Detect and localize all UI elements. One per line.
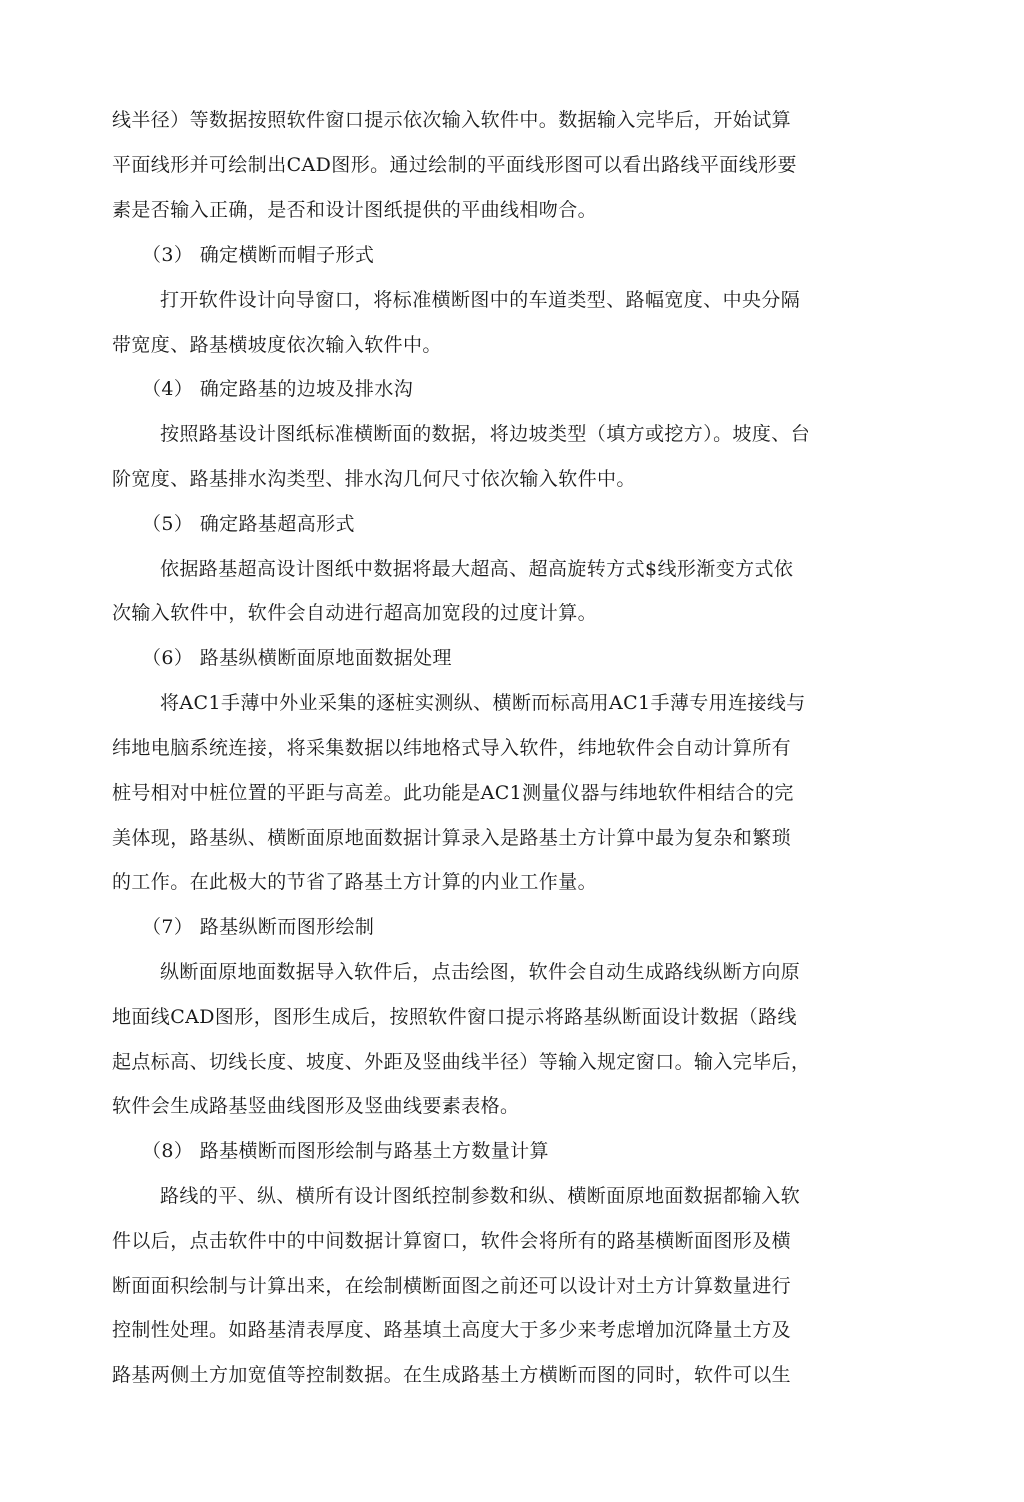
- section-heading: （4） 确定路基的边坡及排水沟: [142, 378, 414, 400]
- paragraph-line: 线半径）等数据按照软件窗口提示依次输入软件中。数据输入完毕后，开始试算: [112, 109, 792, 131]
- section-heading: （5） 确定路基超高形式: [142, 513, 355, 535]
- paragraph-line: 带宽度、路基横坡度依次输入软件中。: [112, 334, 442, 356]
- paragraph-line: 次输入软件中，软件会自动进行超高加宽段的过度计算。: [112, 602, 598, 624]
- paragraph-line: 阶宽度、路基排水沟类型、排水沟几何尺寸依次输入软件中。: [112, 468, 636, 490]
- paragraph-line: 控制性处理。如路基清表厚度、路基填土高度大于多少来考虑增加沉降量土方及: [112, 1319, 792, 1341]
- paragraph-line: 地面线CAD图形，图形生成后，按照软件窗口提示将路基纵断面设计数据（路线: [112, 1006, 797, 1028]
- paragraph-line: 纵断面原地面数据导入软件后，点击绘图，软件会自动生成路线纵断方向原: [160, 961, 801, 983]
- paragraph-line: 将AC1手薄中外业采集的逐桩实测纵、横断而标高用AC1手薄专用连接线与: [160, 692, 806, 714]
- paragraph-line: 美体现，路基纵、横断面原地面数据计算录入是路基土方计算中最为复杂和繁琐: [112, 827, 792, 849]
- section-heading: （3） 确定横断而帽子形式: [142, 244, 375, 266]
- section-heading: （6） 路基纵横断面原地面数据处理: [142, 647, 452, 669]
- section-heading: （8） 路基横断而图形绘制与路基土方数量计算: [142, 1140, 549, 1162]
- paragraph-line: 件以后，点击软件中的中间数据计算窗口，软件会将所有的路基横断面图形及横: [112, 1230, 792, 1252]
- paragraph-line: 路基两侧土方加宽值等控制数据。在生成路基土方横断而图的同时，软件可以生: [112, 1364, 792, 1386]
- paragraph-line: 断面面积绘制与计算出来，在绘制横断面图之前还可以设计对土方计算数量进行: [112, 1275, 792, 1297]
- paragraph-line: 桩号相对中桩位置的平距与高差。此功能是AC1测量仪器与纬地软件相结合的完: [112, 782, 794, 804]
- paragraph-line: 软件会生成路基竖曲线图形及竖曲线要素表格。: [112, 1095, 520, 1117]
- paragraph-line: 平面线形并可绘制出CAD图形。通过绘制的平面线形图可以看出路线平面线形要: [112, 154, 797, 176]
- paragraph-line: 纬地电脑系统连接，将采集数据以纬地格式导入软件，纬地软件会自动计算所有: [112, 737, 792, 759]
- paragraph-line: 起点标高、切线长度、坡度、外距及竖曲线半径）等输入规定窗口。输入完毕后，: [112, 1051, 811, 1073]
- section-heading: （7） 路基纵断而图形绘制: [142, 916, 375, 938]
- paragraph-line: 的工作。在此极大的节省了路基土方计算的内业工作量。: [112, 871, 598, 893]
- paragraph-line: 按照路基设计图纸标准横断面的数据，将边坡类型（填方或挖方）。坡度、台: [160, 423, 811, 445]
- paragraph-line: 素是否输入正确，是否和设计图纸提供的平曲线相吻合。: [112, 199, 598, 221]
- paragraph-line: 依据路基超高设计图纸中数据将最大超高、超高旋转方式$线形渐变方式依: [160, 558, 794, 580]
- paragraph-line: 打开软件设计向导窗口，将标准横断图中的车道类型、路幅宽度、中央分隔: [160, 289, 801, 311]
- paragraph-line: 路线的平、纵、横所有设计图纸控制参数和纵、横断面原地面数据都输入软: [160, 1185, 801, 1207]
